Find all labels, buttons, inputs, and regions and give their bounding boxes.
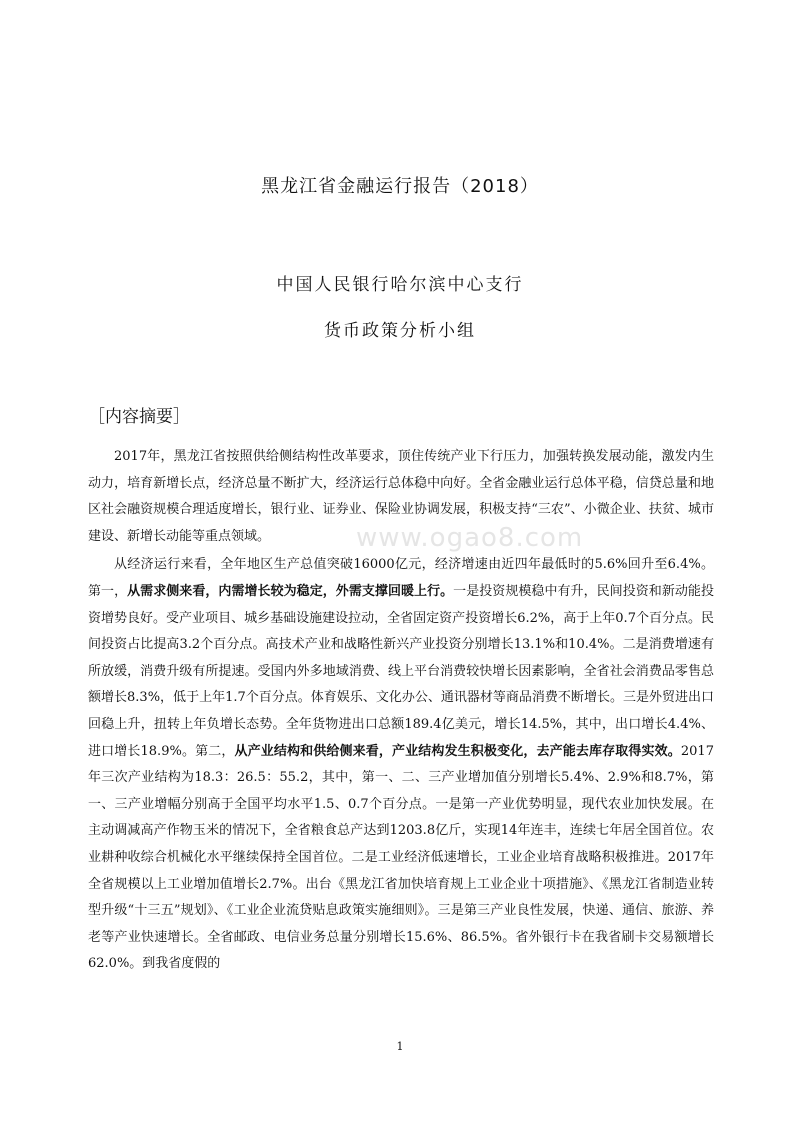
paragraph-2 — [88, 552, 714, 978]
paragraph-1: 2017年，黑龙江省按照供给侧结构性改革要求，顶住传统产业下行压力，加强转换发展动能，激发内生动力，培育新增长点，经济总量不断扩大，经济运行总体稳中向好。全省金融业运行总体平稳，信贷总量和地区社会融资规模合理适度增长，银行业、证券业、保险业协调发展，积极支持“三农”、小微企业、扶贫、城市建设、新增长动能等重点领域。 — [88, 449, 714, 544]
document-title: 黑龙江省金融运行报告（2018） — [261, 176, 539, 197]
p2-bold-2: 从产业结构和供给侧来看，产业结构发生积极变化，去产能去库存取得实效。 — [234, 743, 681, 759]
watermark: www.ogao8.com — [356, 523, 584, 553]
p2-text-2: 一是投资规模稳中有升，民间投资和新动能投资增势良好。受产业项目、城乡基础设施建设拉动，全省固定资产投资增长6.2%，高于上年0.7个百分点。民间投资占比提高3.2个百分点。高技术产业和战略性新兴产业投资分别增长13.1%和10.4%。二是消费增速有所放缓，消费升级有所提速。受国内外多地域消费、线上平台消费较快增长因素影响，全省社会消费品零售总额增长8.3%，低于上年1.7个百分点。体育娱乐、文化办公、通讯器材等商品消费不断增长。三是外贸进出口回稳上升，扭转上年负增长态势。全年货物进出口总额189.4亿美元，增长14.5%，其中，出口增长4.4%、进口增长18.9%。第二， — [88, 583, 714, 759]
p2-text-3: 2017年三次产业结构为18.3：26.5：55.2，其中，第一、二、三产业增加值分别增长5.4%、2.9%和8.7%，第一、三产业增幅分别高于全国平均水平1.5、0.7个百分点。一是第一产业优势明显，现代农业加快发展。在主动调减高产作物玉米的情况下，全省粮食总产达到1203.8亿斤，实现14年连丰，连续七年居全国首位。农业耕种收综合机械化水平继续保持全国首位。二是工业经济低速增长，工业企业培育战略积极推进。2017年全省规模以上工业增加值增长2.7%。出台《黑龙江省加快培育规上工业企业十项措施》、《黑龙江省制造业转型升级“十三五”规划》、《工业企业流贷贴息政策实施细则》。三是第三产业良性发展，快递、通信、旅游、养老等产业快速增长。全省邮政、电信业务总量分别增长15.6%、86.5%。省外银行卡在我省刷卡交易额增长62.0%。到我省度假的 — [88, 743, 714, 972]
document-body — [88, 444, 714, 980]
p2-text-1: 从经济运行来看，全年地区生产总值突破16000亿元，经济增速由近四年最低时的5.6%回升至6.4%。第一， — [88, 557, 714, 599]
section-heading: ［内容摘要］ — [88, 407, 190, 427]
organization-name: 中国人民银行哈尔滨中心支行 — [276, 275, 524, 295]
team-name: 货币政策分析小组 — [324, 321, 476, 341]
page-number: 1 — [396, 1040, 404, 1053]
p2-bold-1: 从需求侧来看，内需增长较为稳定，外需支撑回暖上行。 — [127, 583, 454, 599]
